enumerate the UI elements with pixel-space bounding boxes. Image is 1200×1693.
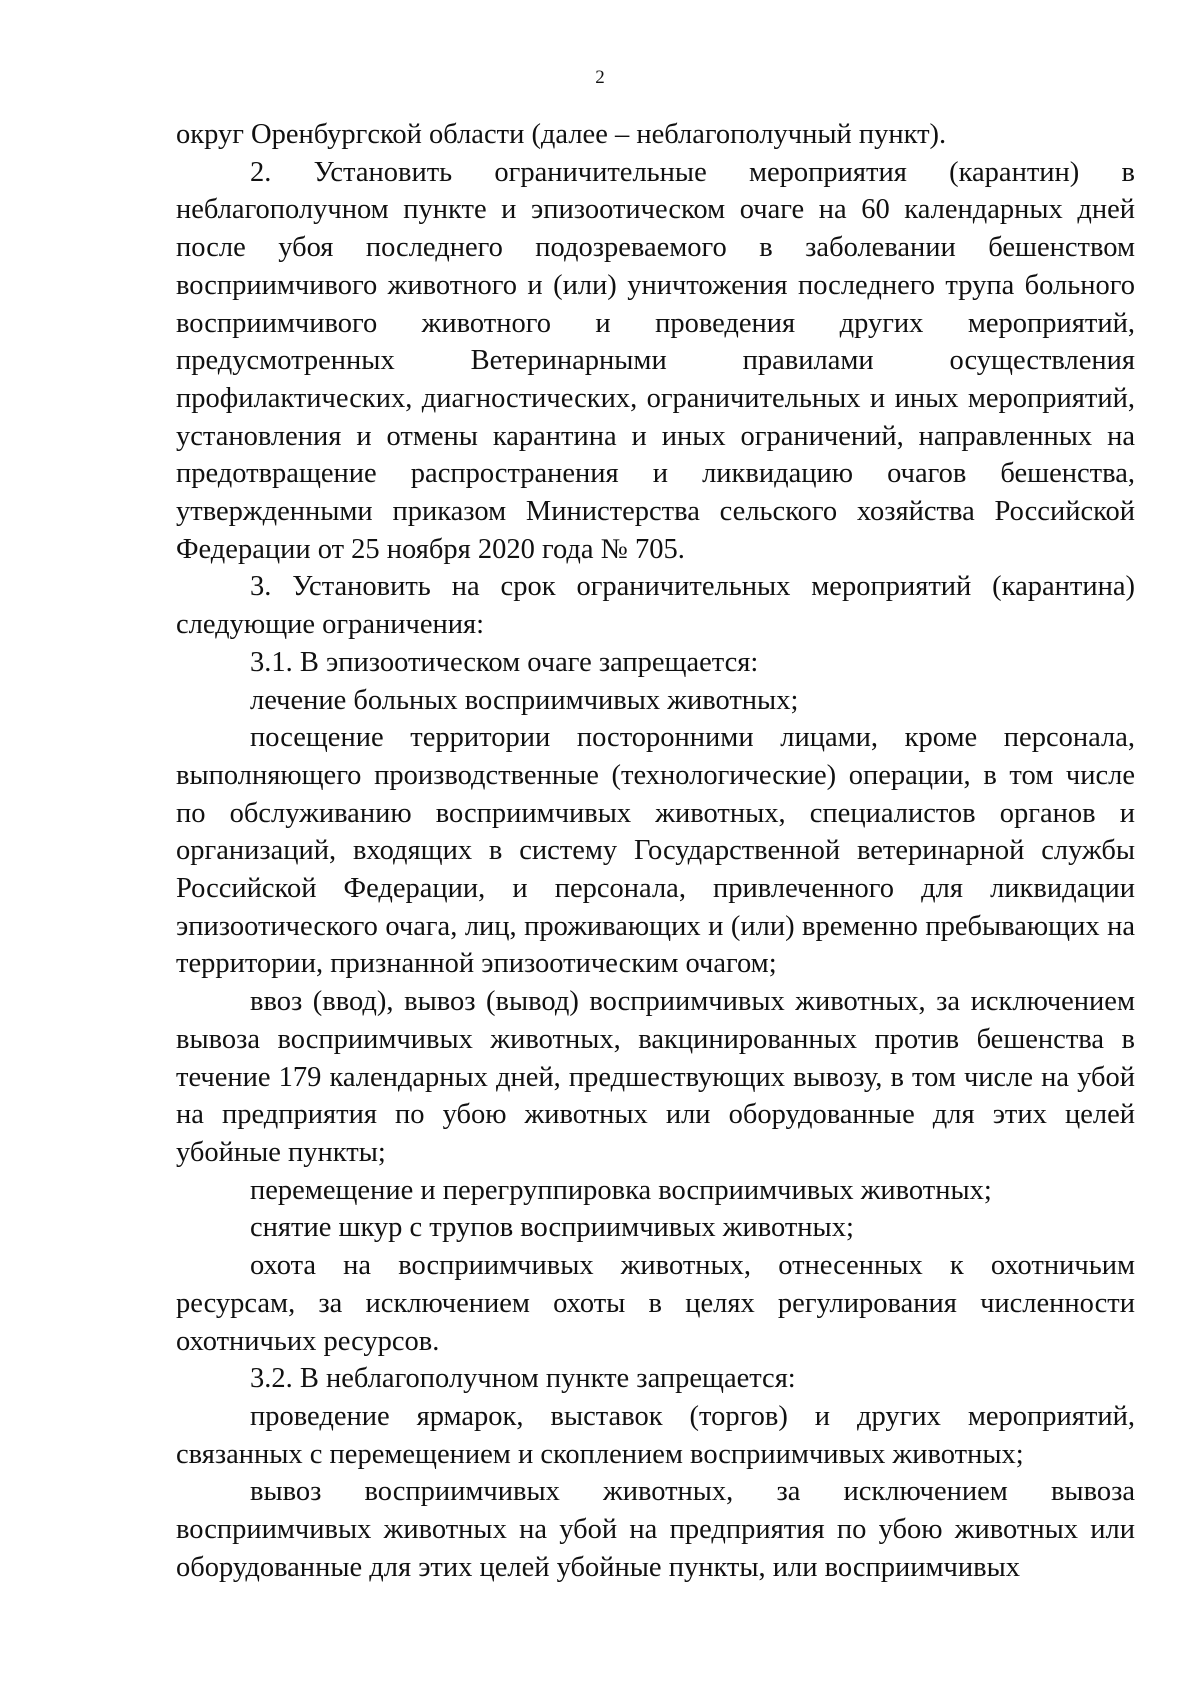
paragraph-3: 3. Установить на срок ограничительных мероприятий (карантина) следующие ограничения:	[176, 571, 1135, 641]
paragraph-4: 3.1. В эпизоотическом очаге запрещается:	[250, 646, 759, 678]
document-body	[176, 116, 1135, 1586]
paragraph-8: перемещение и перегруппировка восприимчивых животных;	[250, 1174, 992, 1206]
paragraph-7: ввоз (ввод), вывоз (вывод) восприимчивых животных, за исключением вывоза восприимчивых животных, вакцинированных против бешенства в течение 179 календарных дней, предшествующих вывозу, в том числе на убой на предприятия по убою животных или оборудованные для этих целей убойные пункты;	[176, 986, 1135, 1168]
paragraph-6: посещение территории посторонними лицами, кроме персонала, выполняющего производственные (технологические) операции, в том числе по обслуживанию восприимчивых животных, специалистов органов и организаций, входящих в систему Государственной ветеринарной службы Российской Федерации, и персонала, привлеченного для ликвидации эпизоотического очага, лиц, проживающих и (или) временно пребывающих на территории, признанной эпизоотическим очагом;	[176, 722, 1135, 980]
paragraph-13: вывоз восприимчивых животных, за исключением вывоза восприимчивых животных на убой на предприятия по убою животных или оборудованные для этих целей убойные пункты, или восприимчивых	[176, 1476, 1135, 1583]
paragraph-9: снятие шкур с трупов восприимчивых животных;	[250, 1212, 854, 1244]
paragraph-1: округ Оренбургской области (далее – неблагополучный пункт).	[176, 119, 947, 150]
paragraph-12: проведение ярмарок, выставок (торгов) и других мероприятий, связанных с перемещением и скоплением восприимчивых животных;	[176, 1400, 1135, 1470]
paragraph-11: 3.2. В неблагополучном пункте запрещается:	[250, 1363, 796, 1395]
page-number: 2	[595, 67, 605, 88]
paragraph-2: 2. Установить ограничительные мероприятия (карантин) в неблагополучном пункте и эпизоотическом очаге на 60 календарных дней после убоя последнего подозреваемого в заболевании бешенством восприимчивого животного и (или) уничтожения последнего трупа больного восприимчивого животного и проведения других мероприятий, предусмотренных Ветеринарными правилами осуществления профилактических, диагностических, ограничительных и иных мероприятий, установления и отмены карантина и иных ограничений, направленных на предотвращение распространения и ликвидацию очагов бешенства, утвержденными приказом Министерства сельского хозяйства Российской Федерации от 25 ноября 2020 года № 705.	[176, 156, 1135, 565]
paragraph-5: лечение больных восприимчивых животных;	[250, 684, 799, 716]
paragraph-10: охота на восприимчивых животных, отнесенных к охотничьим ресурсам, за исключением охоты в целях регулирования численности охотничьих ресурсов.	[176, 1250, 1135, 1357]
